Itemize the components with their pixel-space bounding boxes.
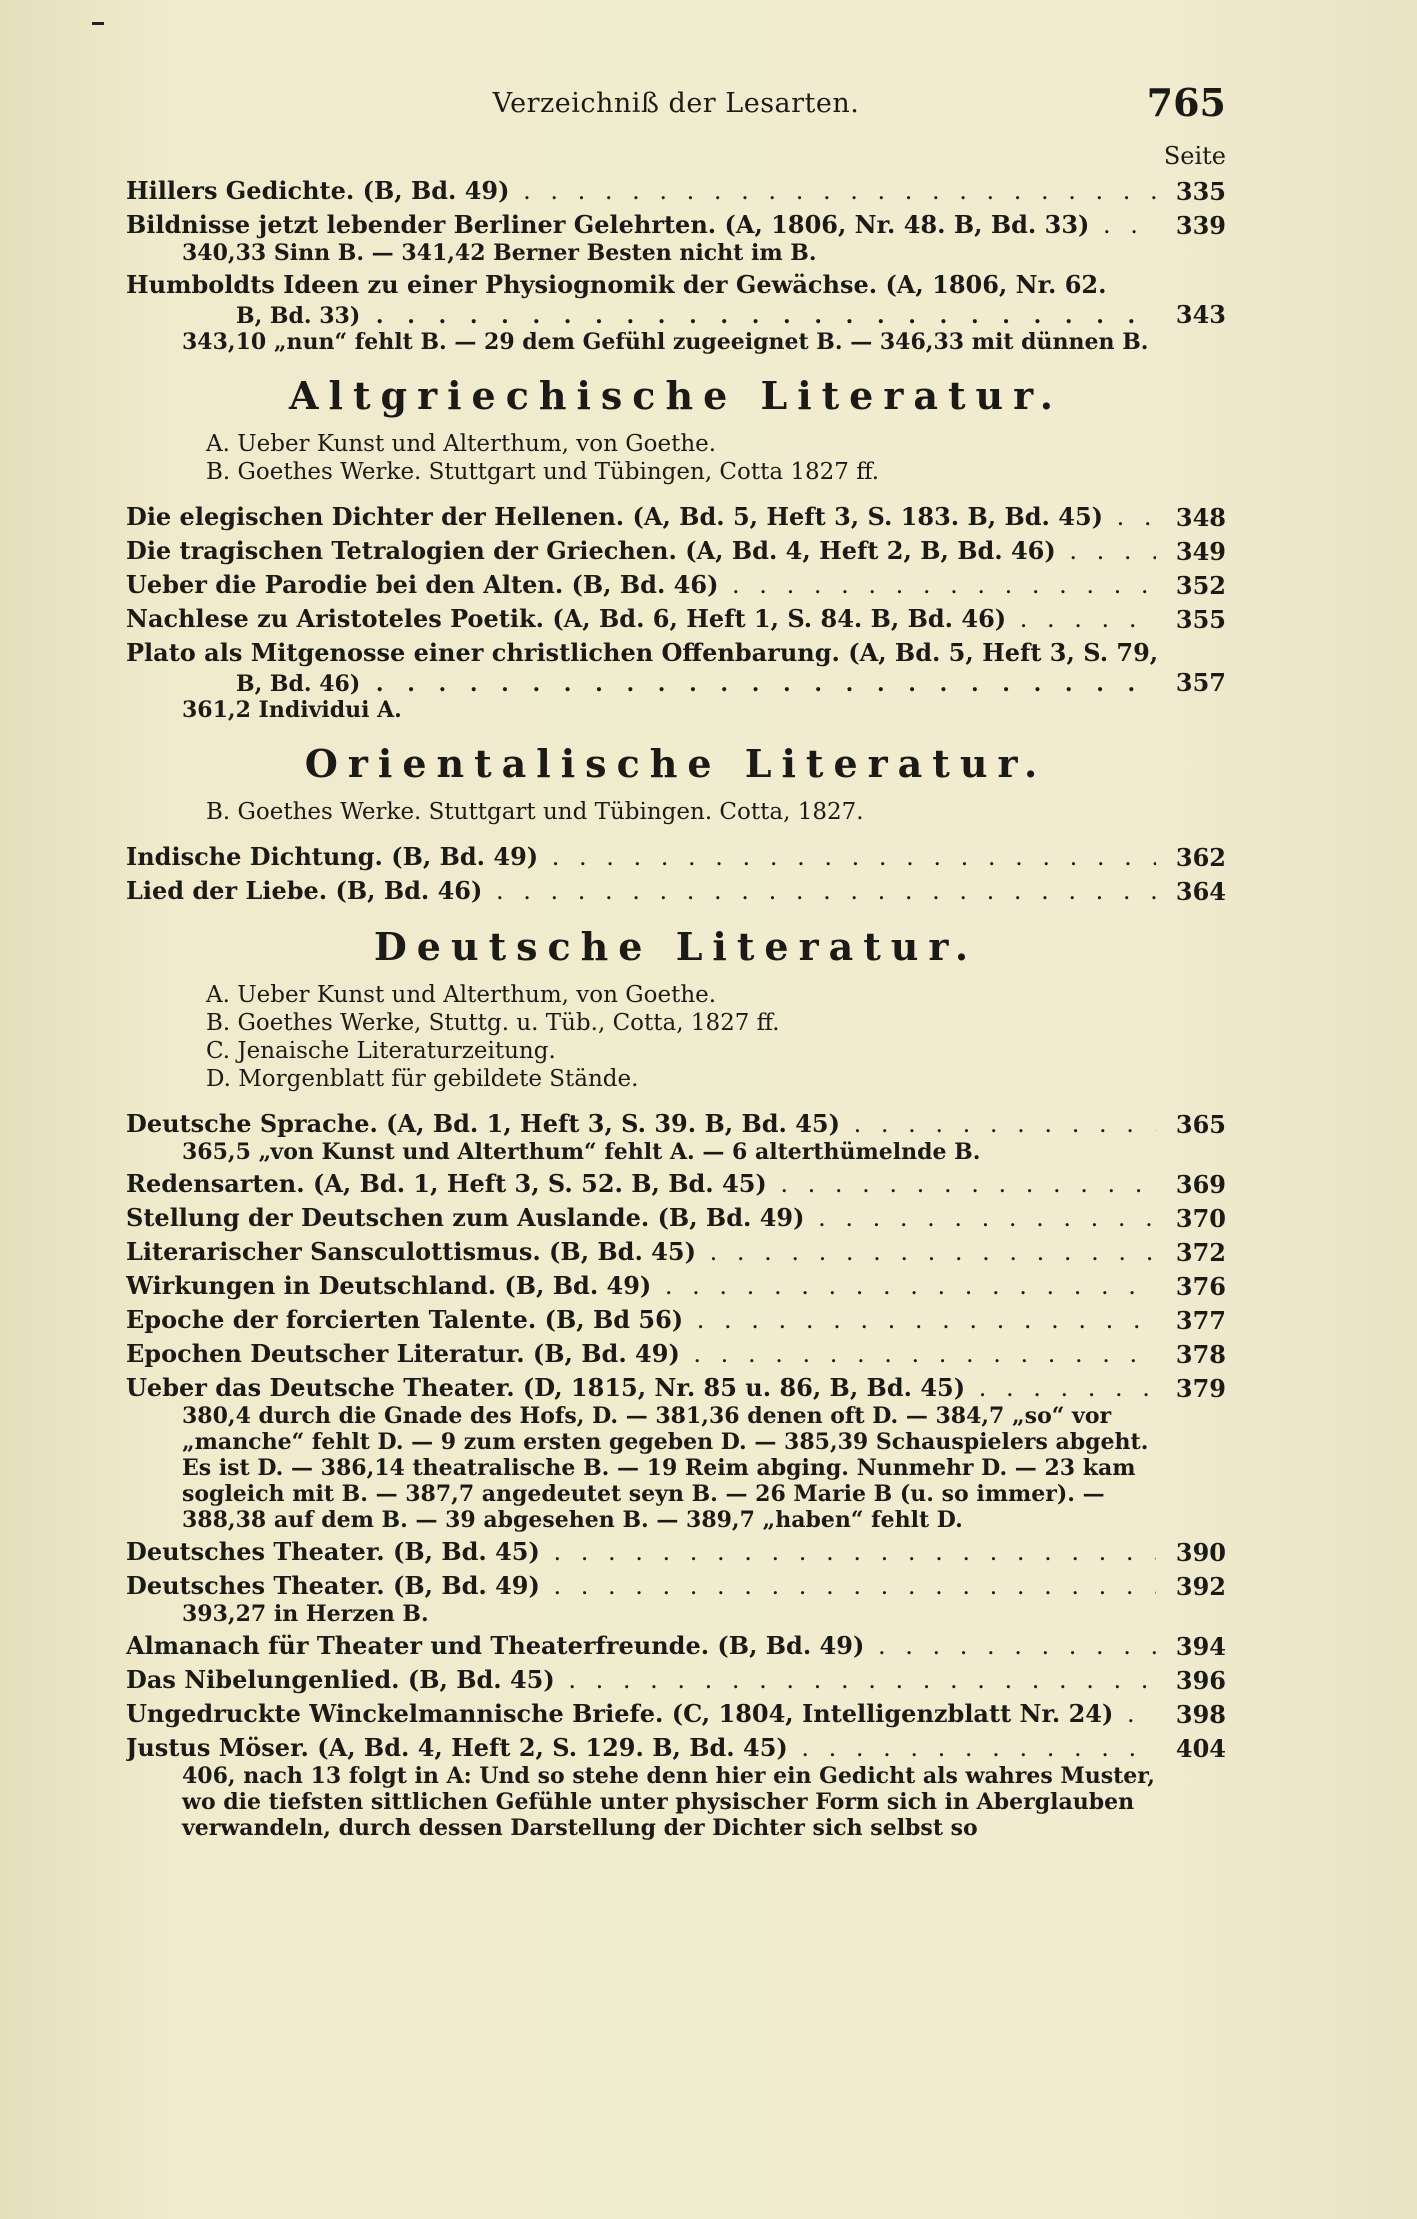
source-item: B. Goethes Werke, Stuttg. u. Tüb., Cotta, 1827 ff.: [206, 1010, 780, 1036]
entry-page: 372: [1175, 1238, 1226, 1267]
entry-title: Literarischer Sansculottismus. (B, Bd. 45) . . .: [126, 1237, 1156, 1267]
entry-title: Epoche der forcierten Talente. (B, Bd 56) . . .: [126, 1305, 1156, 1335]
source-item: B. Goethes Werke. Stuttgart und Tübingen, Cotta 1827 ff.: [206, 459, 880, 485]
entry-title-cont: B, Bd. 46) . . .: [126, 671, 1156, 697]
variant-note: 393,27 in Herzen B.: [182, 1601, 429, 1627]
entry-page: 398: [1175, 1700, 1226, 1729]
toc-entry[interactable]: [126, 1237, 1226, 1267]
toc-entry[interactable]: [126, 270, 1226, 300]
entry-page: 335: [1175, 177, 1226, 206]
entry-title: Justus Möser. (A, Bd. 4, Heft 2, S. 129. B, Bd. 45) . . .: [126, 1733, 1156, 1763]
variant-note: 365,5 „von Kunst und Alterthum“ fehlt A. — 6 alterthümelnde B.: [182, 1139, 981, 1165]
toc-entry[interactable]: [126, 1271, 1226, 1301]
toc-entry[interactable]: [126, 1109, 1226, 1139]
entry-page: 357: [1175, 668, 1226, 697]
entry-page: 379: [1175, 1374, 1226, 1403]
entry-title-cont: B, Bd. 33) . . .: [126, 303, 1156, 329]
entry-page: 404: [1175, 1734, 1226, 1763]
entry-title: Ueber die Parodie bei den Alten. (B, Bd. 46) . . .: [126, 570, 1156, 600]
entry-title: Indische Dichtung. (B, Bd. 49) . . .: [126, 842, 1156, 872]
entry-title: Deutsches Theater. (B, Bd. 45) . . .: [126, 1537, 1156, 1567]
entry-title: Stellung der Deutschen zum Auslande. (B, Bd. 49) . . .: [126, 1203, 1156, 1233]
entry-page: 349: [1175, 537, 1226, 566]
variant-note: 343,10 „nun“ fehlt B. — 29 dem Gefühl zugeeignet B. — 346,33 mit dünnen B.: [182, 329, 1149, 355]
entry-title: Deutsche Sprache. (A, Bd. 1, Heft 3, S. 39. B, Bd. 45) . . .: [126, 1109, 1156, 1139]
source-list: [126, 798, 1226, 826]
variant-note: 340,33 Sinn B. — 341,42 Berner Besten nicht im B.: [182, 240, 817, 266]
page-number: 765: [1146, 80, 1226, 125]
entry-title: Hillers Gedichte. (B, Bd. 49) . . .: [126, 176, 1156, 206]
entry-page: 378: [1175, 1340, 1226, 1369]
toc-entry[interactable]: [126, 1665, 1226, 1695]
entry-page: 339: [1175, 211, 1226, 240]
toc-entry[interactable]: [126, 842, 1226, 872]
toc-entry[interactable]: [126, 1537, 1226, 1567]
page-body: [126, 80, 1226, 1841]
entry-title: Lied der Liebe. (B, Bd. 46) . . .: [126, 876, 1156, 906]
entry-title: Das Nibelungenlied. (B, Bd. 45) . . .: [126, 1665, 1156, 1695]
variant-note: 361,2 Individui A.: [182, 697, 402, 723]
entry-page: 376: [1175, 1272, 1226, 1301]
entry-title: Redensarten. (A, Bd. 1, Heft 3, S. 52. B, Bd. 45) . . .: [126, 1169, 1156, 1199]
running-header: [126, 80, 1226, 142]
toc-entry[interactable]: [126, 1203, 1226, 1233]
entry-page: 343: [1175, 300, 1226, 329]
toc-entry[interactable]: [126, 1733, 1226, 1763]
toc-entry[interactable]: [126, 1169, 1226, 1199]
source-item: C. Jenaische Literaturzeitung.: [206, 1038, 556, 1064]
entry-page: 370: [1175, 1204, 1226, 1233]
toc-entry[interactable]: [126, 502, 1226, 532]
entry-page: 355: [1175, 605, 1226, 634]
source-item: A. Ueber Kunst und Alterthum, von Goethe.: [206, 982, 717, 1008]
entry-page: 348: [1175, 503, 1226, 532]
entry-page: 365: [1175, 1110, 1226, 1139]
source-item: A. Ueber Kunst und Alterthum, von Goethe.: [206, 431, 717, 457]
entry-title: Bildnisse jetzt lebender Berliner Gelehrten. (A, 1806, Nr. 48. B, Bd. 33) . . .: [126, 210, 1156, 240]
toc-entry[interactable]: [126, 638, 1226, 668]
variant-note: 406, nach 13 folgt in A: Und so stehe denn hier ein Gedicht als wahres Muster, wo die tiefsten sittlichen Gefühle unter physischer Form sich in Aberglauben verwandeln, durch dessen Darstellung der Dichter sich selbst so: [182, 1763, 1155, 1841]
entry-page: 390: [1175, 1538, 1226, 1567]
entry-page: 352: [1175, 571, 1226, 600]
entry-page: 396: [1175, 1666, 1226, 1695]
entry-continuation: [126, 300, 1226, 329]
source-item: D. Morgenblatt für gebildete Stände.: [206, 1066, 639, 1092]
entry-title: Die tragischen Tetralogien der Griechen. (A, Bd. 4, Heft 2, B, Bd. 46) . . .: [126, 536, 1156, 566]
entry-title: Ueber das Deutsche Theater. (D, 1815, Nr. 85 u. 86, B, Bd. 45) . . .: [126, 1373, 1156, 1403]
entry-title: Deutsches Theater. (B, Bd. 49) . . .: [126, 1571, 1156, 1601]
toc-entry[interactable]: [126, 176, 1226, 206]
entry-title: Wirkungen in Deutschland. (B, Bd. 49) . . .: [126, 1271, 1156, 1301]
toc-content: [126, 176, 1226, 1841]
entry-title: Epochen Deutscher Literatur. (B, Bd. 49) . . .: [126, 1339, 1156, 1369]
toc-entry[interactable]: [126, 1305, 1226, 1335]
entry-title: Plato als Mitgenosse einer christlichen Offenbarung. (A, Bd. 5, Heft 3, S. 79,: [126, 638, 1159, 667]
toc-entry[interactable]: [126, 210, 1226, 240]
section-heading: Deutsche Literatur.: [373, 924, 979, 969]
toc-entry[interactable]: [126, 604, 1226, 634]
entry-continuation: [126, 668, 1226, 697]
entry-title: Ungedruckte Winckelmannische Briefe. (C, 1804, Intelligenzblatt Nr. 24) . . .: [126, 1699, 1156, 1729]
entry-title: Die elegischen Dichter der Hellenen. (A, Bd. 5, Heft 3, S. 183. B, Bd. 45) . . .: [126, 502, 1156, 532]
entry-page: 394: [1175, 1632, 1226, 1661]
entry-page: 369: [1175, 1170, 1226, 1199]
entry-title: Nachlese zu Aristoteles Poetik. (A, Bd. 6, Heft 1, S. 84. B, Bd. 46) . . .: [126, 604, 1156, 634]
source-item: B. Goethes Werke. Stuttgart und Tübingen. Cotta, 1827.: [206, 799, 864, 825]
entry-page: 362: [1175, 843, 1226, 872]
margin-mark: [92, 22, 104, 25]
toc-entry[interactable]: [126, 1699, 1226, 1729]
entry-title: Almanach für Theater und Theaterfreunde. (B, Bd. 49) . . .: [126, 1631, 1156, 1661]
toc-entry[interactable]: [126, 1373, 1226, 1403]
toc-entry[interactable]: [126, 1631, 1226, 1661]
toc-entry[interactable]: [126, 1339, 1226, 1369]
toc-entry[interactable]: [126, 876, 1226, 906]
source-list: [126, 430, 1226, 486]
toc-entry[interactable]: [126, 536, 1226, 566]
entry-page: 377: [1175, 1306, 1226, 1335]
section-heading: Altgriechische Literatur.: [289, 373, 1063, 418]
entry-page: 364: [1175, 877, 1226, 906]
running-title: Verzeichniß der Lesarten.: [492, 88, 860, 119]
entry-title: Humboldts Ideen zu einer Physiognomik der Gewächse. (A, 1806, Nr. 62.: [126, 270, 1107, 299]
variant-note: 380,4 durch die Gnade des Hofs, D. — 381,36 denen oft D. — 384,7 „so“ vor „manche“ fehlt D. — 9 zum ersten gegeben D. — 385,39 Schauspielers abgeht. Es ist D. — 386,14 theatralische B. — 19 Reim abging. Nunmehr D. — 23 kam sogleich mit B. — 387,7 angedeutet seyn B. — 26 Marie B (u. so immer). — 388,38 auf dem B. — 39 abgesehen B. — 389,7 „haben“ fehlt D.: [182, 1403, 1149, 1533]
source-list: [126, 981, 1226, 1093]
entry-page: 392: [1175, 1572, 1226, 1601]
toc-entry[interactable]: [126, 570, 1226, 600]
seite-label: Seite: [1163, 142, 1226, 170]
toc-entry[interactable]: [126, 1571, 1226, 1601]
section-heading: Orientalische Literatur.: [304, 741, 1048, 786]
